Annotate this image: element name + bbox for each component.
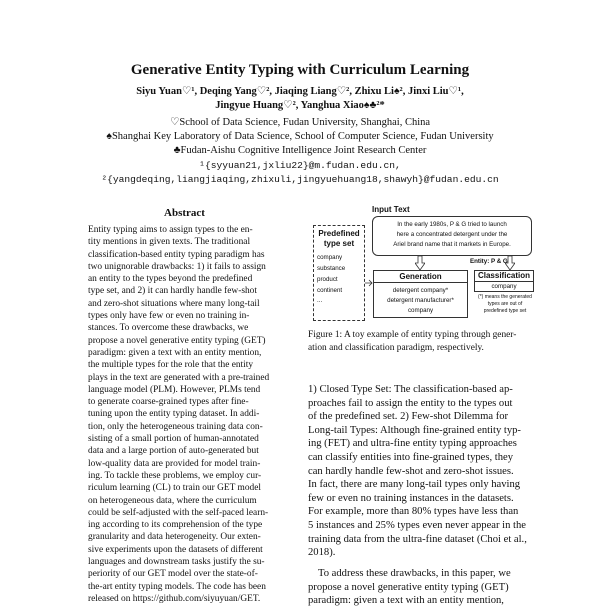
body-line: Long-tail Types: Although fine-grained entity typ- [308,424,521,436]
body-line: can classify entities into fine-grained types, they [308,451,514,463]
abstract-line: the-art entity typing models. The code has been [88,581,266,592]
arrow-down-icon [505,256,515,270]
body-line: of the predefined set. 2) Few-shot Dilemma for [308,411,509,423]
paper-title: Generative Entity Typing with Curriculum Learning [130,62,470,78]
abstract-line: periority of our GET model over the state-of- [88,569,258,580]
caption-line: ation and classification paradigm, respectively. [308,342,484,353]
abstract-line: sisting of a small portion of human-annotated [88,434,259,445]
abstract-line: granularity and data heterogeneity. Our exten- [88,532,261,543]
body-line: 2018). [308,547,336,559]
abstract-line: Entity typing aims to assign types to the en- [88,225,253,235]
generation-item: detergent company* [392,287,449,294]
body-line: proaches fail to assign the entity to the types out [308,397,513,409]
input-text-line: here a concentrated detergent under the [396,231,508,238]
body-line: paradigm: given a text with an entity mention, [308,595,504,607]
predefined-title-line: type set [323,239,355,248]
authors-line-2: Jingyue Huang♡², Yanghua Xiao♠♣²* [215,100,385,111]
abstract-line: stances. To overcome these drawbacks, we [88,323,249,334]
body-line: 5 instances and 25% types even never appear in the [308,519,526,531]
input-text-line: Ariel brand name that it markets in Europe. [393,241,511,248]
abstract-line: low-quality data are provided for model train- [88,458,261,469]
body-line: can hardly handle few-shot and zero-shot issues. [308,465,514,477]
abstract-line: ing. To tackle these problems, we employ cur- [88,470,262,481]
abstract-line: propose a novel generative entity typing (GET) [88,335,266,346]
classification-box [474,270,534,292]
abstract-line: tity mentions in given texts. The traditional [88,237,251,248]
classification-title: Classification [475,271,533,282]
entity-label: Entity: P & G [470,258,508,265]
figure-note-line: predefined type set [483,308,527,314]
body-paragraph-1 [308,383,540,560]
abstract-body [88,224,281,605]
input-text-box [372,216,532,256]
email-line-1: ¹{syyuan21,jxliu22}@m.fudan.edu.cn, [199,160,401,171]
body-line: few or even no training instances in the datasets. [308,492,514,504]
abstract-line: language model (PLM). However, PLMs tend [88,384,261,395]
abstract-line: paradigm: given a text with an entity mention, [88,347,262,358]
body-line: To address these drawbacks, in this paper, we [318,568,511,579]
body-line: 1) Closed Type Set: The classification-based ap- [308,384,513,395]
abstract-line: two unignorable drawbacks: 1) it fails to assign [88,261,266,272]
classification-item: company [491,283,517,290]
abstract-line: the multiple types for the role that the entity [88,360,254,371]
abstract-line: released on https://github.com/siyuyuan/GET. [88,593,261,604]
abstract-line: to generate coarse-grained types after fine- [88,397,249,408]
figure-caption [308,329,540,354]
figure-note-line: types are out of [487,301,523,307]
body-line: For example, more than 80% types have less than [308,506,519,518]
generation-item: company [407,307,434,314]
abstract-line: ing according to its comprehension of the type [88,520,263,531]
predefined-item: substance [317,265,346,272]
authors-line-1: Siyu Yuan♡¹, Deqing Yang♡², Jiaqing Liang♡², Zhixu Li♠², Jinxi Liu♡¹, [136,86,464,97]
body-line: In fact, there are many long-tail types only having [308,479,521,491]
abstract-line: and zero-shot situations where many long-tail [88,298,260,309]
predefined-item: continent [317,287,343,294]
abstract-line: on heterogeneous data, where the curriculum [88,495,257,506]
affiliation-2: ♠Shanghai Key Laboratory of Data Science, School of Computer Science, Fudan University [106,131,494,142]
affiliation-1: ♡School of Data Science, Fudan University, Shanghai, China [169,117,431,128]
abstract-line: tuning upon the entity typing dataset. In addi- [88,409,260,420]
email-line-2: ²{yangdeqing,liangjiaqing,zhixuli,jingyuehuang18,shawyh}@fudan.edu.cn [101,174,499,185]
input-text-line: In the early 1980s, P & G tried to launch [397,221,507,228]
abstract-line: types only have few or even no training in- [88,311,250,322]
abstract-line: languages and downstream tasks justify the su- [88,557,265,568]
abstract-line: data and a large portion of auto-generated but [88,446,259,457]
abstract-heading: Abstract [164,207,205,219]
predefined-item: product [317,276,338,283]
input-text-label: Input Text [372,205,410,214]
abstract-line: could be self-adjusted with the self-paced learn- [88,507,269,518]
body-line: ing (FET) and ultra-fine entity typing approaches [308,438,517,450]
predefined-title-line: Predefined [318,229,360,238]
abstract-line: plays in the text are generated with a pre-trained [88,372,270,383]
body-paragraph-2 [308,567,540,608]
affiliation-3: ♣Fudan-Aishu Cognitive Intelligence Joint Research Center [173,145,427,156]
body-line: training data from the ultra-fine dataset (Choi et al., [308,533,527,545]
arrow-down-icon [415,256,425,270]
predefined-item: ... [317,297,323,304]
abstract-line: sive experiments upon the datasets of different [88,544,263,555]
arrow-right-icon [365,279,373,287]
predefined-type-set-box [313,225,365,321]
generation-box [373,270,468,318]
figure-note-line: (*) means the generated [478,294,532,300]
generation-title: Generation [374,271,467,283]
generation-item: detergent manufacturer* [387,297,454,304]
predefined-item: company [317,254,343,261]
abstract-line: riculum learning (CL) to train our GET model [88,483,261,494]
abstract-line: type set, and 2) it can hardly handle few-shot [88,286,257,297]
abstract-line: classification-based entity typing paradigm has [88,249,265,260]
abstract-line: tion, only the heterogeneous training data con- [88,421,263,432]
abstract-line: an entity to the types beyond the predefined [88,274,253,285]
caption-line: Figure 1: A toy example of entity typing through gener- [308,330,517,340]
body-line: propose a novel generative entity typing (GET) [308,581,509,593]
figure-note [474,294,536,315]
